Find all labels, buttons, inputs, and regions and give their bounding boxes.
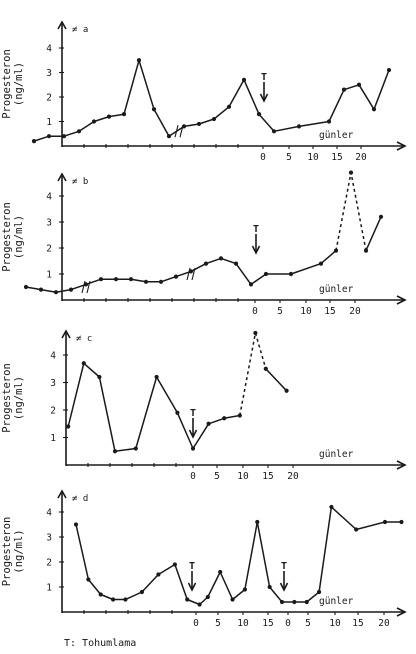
y-axis-unit: (ng/ml) [13,529,25,574]
insemination-marker-label: T [252,224,260,235]
data-point [198,602,202,606]
x-tick-label: 0 [190,471,196,482]
data-point [74,522,78,526]
x-tick-label: 20 [349,306,361,317]
y-tick-label: 2 [46,557,52,569]
insemination-marker-label: T [189,408,197,419]
x-tick-label: 0 [252,306,258,317]
data-point [305,600,309,604]
data-point [292,600,296,604]
x-axis-label: günler [319,596,354,607]
data-point [334,249,338,253]
data-point [222,416,226,420]
y-tick-label: 3 [46,217,52,229]
data-point [257,112,261,116]
data-point [174,275,178,279]
data-point [364,249,368,253]
y-tick-label: 1 [46,269,52,281]
data-point [159,280,163,284]
data-point [156,572,160,576]
y-tick-label: 4 [46,191,52,203]
y-axis-unit: (ng/ml) [13,61,25,107]
y-tick-label: 3 [50,378,56,389]
panel-label: ≠ c [76,334,93,344]
x-axis-label: günler [319,130,354,141]
data-point [111,597,115,601]
data-point [372,107,376,111]
y-axis-title: Progesteron [1,516,13,587]
data-point [32,139,36,143]
y-tick-label: 4 [46,507,52,519]
y-tick-label: 2 [50,405,56,417]
data-point [297,124,301,128]
series-line-dashed [336,173,366,251]
data-point [255,520,259,524]
data-point [99,277,103,281]
y-axis-title: Progesteron [1,202,13,272]
x-tick-label: 20 [378,618,390,629]
data-point [107,115,111,119]
data-point [191,446,195,450]
y-tick-label: 2 [46,92,52,104]
data-point [218,570,222,574]
data-point [289,272,293,276]
data-point [272,129,276,133]
data-point [399,520,403,524]
data-point [140,590,144,594]
x-tick-label: 10 [329,618,341,629]
x-tick-label: 10 [307,152,319,163]
x-tick-label: 0 [193,618,199,629]
data-point [319,262,323,266]
x-tick-label: 15 [324,306,336,317]
data-point [134,446,138,450]
y-axis-unit: (ng/ml) [13,214,25,260]
series-line [26,217,381,292]
data-point [97,375,101,379]
x-tick-label: 10 [300,306,312,317]
series-line [76,507,402,605]
y-tick-label: 4 [50,350,56,362]
axis-break-mark [82,281,85,293]
data-point [122,112,126,116]
panel-b [1,171,405,318]
data-point [197,122,201,126]
data-point [206,595,210,599]
data-point [144,280,148,284]
data-point [242,78,246,82]
data-point [264,367,268,371]
data-point [155,375,159,379]
data-point [243,587,247,591]
x-tick-label: 20 [355,152,367,163]
y-tick-label: 4 [46,43,52,55]
data-point [349,171,353,175]
x-tick-label: 10 [237,471,249,482]
data-point [129,277,133,281]
panel-label: ≠ d [72,494,89,504]
panel-d [1,491,405,629]
data-point [99,592,103,596]
data-point [113,449,117,453]
data-point [204,262,208,266]
y-tick-label: 2 [46,243,52,255]
x-tick-label: 5 [215,618,221,629]
insemination-marker-label: T [188,561,196,572]
insemination-marker-label: T [280,561,288,572]
data-point [77,129,81,133]
y-tick-label: 1 [50,433,56,444]
data-point [234,262,238,266]
data-point [387,68,391,72]
data-point [280,600,284,604]
data-point [329,505,333,509]
data-point [175,411,179,415]
data-point [327,119,331,123]
y-axis-title: Progesteron [1,49,13,119]
data-point [185,597,189,601]
data-point [383,520,387,524]
x-tick-label: 15 [262,471,274,482]
data-point [285,389,289,393]
y-axis-unit: (ng/ml) [13,375,25,421]
data-point [69,288,73,292]
x-tick-label: 0 [260,152,266,163]
insemination-footnote: T: Tohumlama [64,638,137,649]
data-point [379,215,383,219]
data-point [86,577,90,581]
data-point [62,134,66,138]
data-point [114,277,118,281]
data-point [342,88,346,92]
x-tick-label: 5 [286,152,292,163]
y-tick-label: 3 [46,68,52,79]
panel-label: ≠ a [72,25,89,35]
data-point [268,585,272,589]
data-point [249,282,253,286]
data-point [253,331,257,335]
data-point [173,562,177,566]
data-point [230,597,234,601]
data-point [227,105,231,109]
x-tick-label: 5 [305,618,311,629]
x-tick-label: 15 [262,618,274,629]
y-tick-label: 1 [46,117,52,128]
x-axis-label: günler [319,284,354,295]
y-tick-label: 3 [46,532,52,544]
axis-break-mark [187,268,190,280]
series-line-dashed [240,333,266,416]
data-point [123,597,127,601]
panel-c [1,331,405,482]
x-axis-label: günler [319,449,354,460]
data-point [24,285,28,289]
data-point [137,58,141,62]
data-point [212,117,216,121]
data-point [238,413,242,417]
data-point [54,290,58,294]
x-tick-label: 15 [352,618,364,629]
x-tick-label: 0 [285,618,291,629]
data-point [152,107,156,111]
data-point [39,288,43,292]
panel-a [1,22,405,163]
data-point [66,424,70,428]
insemination-marker-label: T [260,72,268,83]
data-point [92,119,96,123]
axis-break-mark [180,125,183,137]
panel-label: ≠ b [72,177,89,187]
data-point [264,272,268,276]
data-point [47,134,51,138]
y-axis-title: Progesteron [1,363,13,433]
x-tick-label: 10 [237,618,249,629]
data-point [357,83,361,87]
data-point [167,134,171,138]
data-point [219,256,223,260]
data-point [317,590,321,594]
series-line [34,60,389,141]
data-point [82,361,86,365]
data-point [354,527,358,531]
x-tick-label: 15 [331,152,343,163]
x-tick-label: 5 [277,306,283,317]
y-tick-label: 1 [46,582,52,594]
data-point [207,422,211,426]
x-tick-label: 20 [287,471,299,482]
x-tick-label: 5 [214,471,220,482]
